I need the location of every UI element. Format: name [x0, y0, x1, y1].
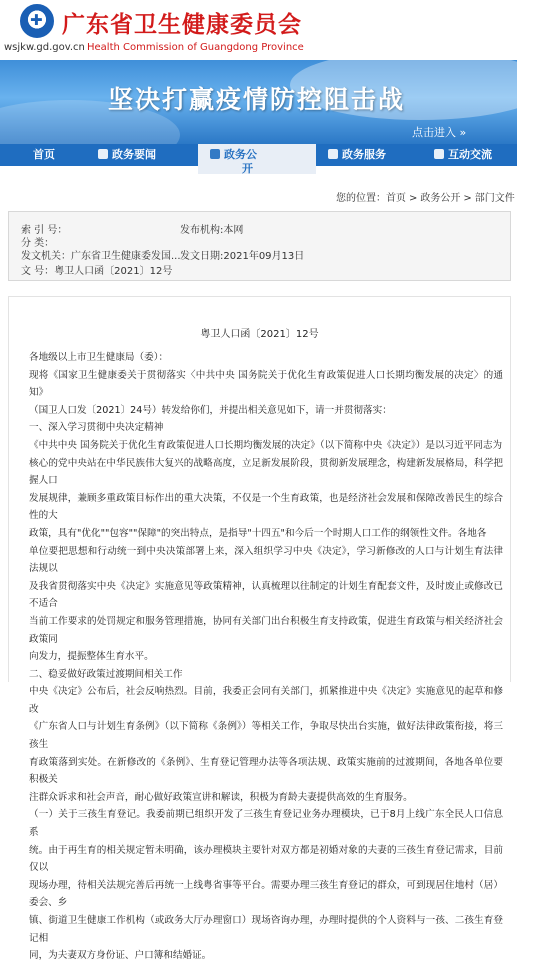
meta-issuer-label: 发文机关： — [21, 251, 71, 262]
meta-publisher-value: 本网 — [223, 225, 244, 236]
breadcrumb-item-home[interactable]: 首页 — [386, 193, 406, 204]
site-title[interactable]: 广东省卫生健康委员会 — [62, 12, 302, 38]
document-line: 各地级以上市卫生健康局（委）： — [29, 352, 169, 363]
document-line: 一、深入学习贯彻中央决定精神 — [29, 422, 164, 434]
epidemic-banner[interactable] — [0, 60, 517, 144]
meta-index-label: 索 引 号： — [21, 225, 68, 236]
meta-category-label: 分 类： — [21, 238, 55, 249]
document-line: 统。由于再生育的相关规定暂未明确，该办理模块主要针对双方都是初婚对象的夫妻的三孩生育登记需求，目前仅以 — [29, 844, 503, 874]
document-line: 现场办理，待相关法规完善后再统一上线粤省事等平台。需要办理三孩生育登记的群众，可到现居住地村（居）委会、乡 — [29, 879, 503, 909]
nav-item-label: 政务服务 — [342, 148, 386, 161]
meta-date-label: 发文日期: — [180, 251, 224, 262]
site-domain: wsjkw.gd.gov.cn — [4, 42, 85, 53]
breadcrumb-item-dept-docs[interactable]: 部门文件 — [474, 193, 515, 204]
document-line: 发展规律，兼顾多重政策目标作出的重大决策，不仅是一个生育政策，也是经济社会发展和保障改善民生的综合性的大 — [29, 492, 503, 522]
nav-item-service[interactable] — [316, 144, 424, 166]
meta-date-value: 2021年09月13日 — [223, 251, 305, 262]
document-line: 二、稳妥做好政策过渡期间相关工作 — [29, 668, 183, 680]
nav-item-public[interactable] — [198, 144, 316, 174]
document-line: 注群众诉求和社会声音，耐心做好政策宣讲和解读，积极为育龄夫妻提供高效的生育服务。 — [29, 791, 413, 803]
meta-issuer-value: 广东省卫生健康委发国... — [71, 251, 181, 262]
meta-date — [180, 247, 304, 262]
document-line: 《广东省人口与计划生育条例》（以下简称《条例》）等相关工作，争取尽快出台实施，做好法律政策衔接，将三孩生 — [29, 721, 503, 751]
nav-item-news[interactable] — [88, 144, 198, 166]
breadcrumb-separator: > — [409, 193, 418, 204]
document-number-heading: 粤卫人口函〔2021〕12号 — [200, 329, 319, 340]
document-icon — [210, 149, 220, 159]
document-line: 向发力，提振整体生育水平。 — [29, 651, 154, 663]
nav-item-label: 政务公 — [224, 148, 257, 161]
document-line: （国卫人口发〔2021〕24号）转发给你们，并提出相关意见如下，请一并贯彻落实： — [29, 404, 392, 416]
document-line: 同，为夫妻双方身份证、户口簿和结婚证。 — [29, 950, 212, 962]
document-line: 镇、街道卫生健康工作机构（或政务大厅办理窗口）现场咨询办理，办理时提供的个人资料与一孩、二孩生育登记相 — [29, 915, 503, 944]
document-line: 核心的党中央站在中华民族伟大复兴的战略高度，立足新发展阶段，贯彻新发展理念，构建新发展格局，科学把握人口 — [29, 457, 503, 487]
site-english-name: Health Commission of Guangdong Province — [87, 42, 304, 53]
nav-item-interact[interactable] — [424, 144, 517, 166]
meta-docno-label: 文 号： — [21, 266, 55, 277]
health-commission-logo-icon[interactable] — [20, 4, 54, 38]
main-nav — [0, 144, 517, 175]
document-line: 育政策落到实处。在新修改的《条例》、生育登记管理办法等各项法规、政策实施前的过渡期间，各地各单位要积极关 — [29, 756, 503, 786]
document-line: 现将《国家卫生健康委关于贯彻落实〈中共中央 国务院关于优化生育政策促进人口长期均衡发展的决定〉的通知》 — [29, 369, 503, 399]
banner-enter-link[interactable]: 点击进入 » — [412, 126, 467, 139]
document-meta-box — [8, 211, 511, 281]
document-line: 《中共中央 国务院关于优化生育政策促进人口长期均衡发展的决定》（以下简称中央《决定》）是以习近平同志为 — [29, 439, 503, 451]
meta-publisher-label: 发布机构: — [180, 225, 224, 236]
breadcrumb — [336, 189, 515, 204]
document-line: （一）关于三孩生育登记。我委前期已组织开发了三孩生育登记业务办理模块，已于8月上线广东全民人口信息系 — [29, 809, 503, 839]
nav-item-home[interactable] — [0, 144, 88, 166]
chat-icon — [434, 149, 444, 159]
breadcrumb-prefix: 您的位置： — [336, 193, 386, 204]
document-text — [29, 349, 503, 965]
meta-issuer — [21, 247, 181, 262]
document-line: 政策，具有"优化""包容""保障"的突出特点，是指导"十四五"和今后一个时期人口工作的纲领性文件。各地各 — [29, 527, 487, 539]
document-body — [8, 296, 511, 962]
meta-docno-value: 粤卫人口函〔2021〕12号 — [54, 266, 173, 277]
document-line: 当前工作要求的处罚规定和服务管理措施，协同有关部门出台积极生育支持政策，促进生育政策与相关经济社会政策同 — [29, 615, 503, 645]
news-icon — [98, 149, 108, 159]
banner-slogan: 坚决打赢疫情防控阻击战 — [108, 85, 406, 114]
nav-item-label: 互动交流 — [448, 148, 492, 161]
nav-item-label: 政务要闻 — [112, 148, 156, 161]
meta-docno — [21, 262, 172, 277]
document-line: 中央《决定》公布后，社会反响热烈。目前，我委正会同有关部门，抓紧推进中央《决定》实施意见的起草和修改 — [29, 686, 503, 715]
breadcrumb-separator: > — [463, 193, 472, 204]
document-line: 及我省贯彻落实中央《决定》实施意见等政策精神，认真梳理以往制定的计划生育配套文件，及时废止或修改已不适合 — [29, 580, 503, 610]
nav-item-label-wrap: 开 — [242, 162, 253, 175]
document-line: 单位要把思想和行动统一到中央决策部署上来，深入组织学习中央《决定》，学习新修改的人口与计划生育法律法规以 — [29, 545, 503, 575]
nav-item-label: 首页 — [33, 148, 55, 161]
meta-publisher — [180, 221, 243, 236]
breadcrumb-item-public[interactable]: 政务公开 — [420, 193, 461, 204]
service-icon — [328, 149, 338, 159]
